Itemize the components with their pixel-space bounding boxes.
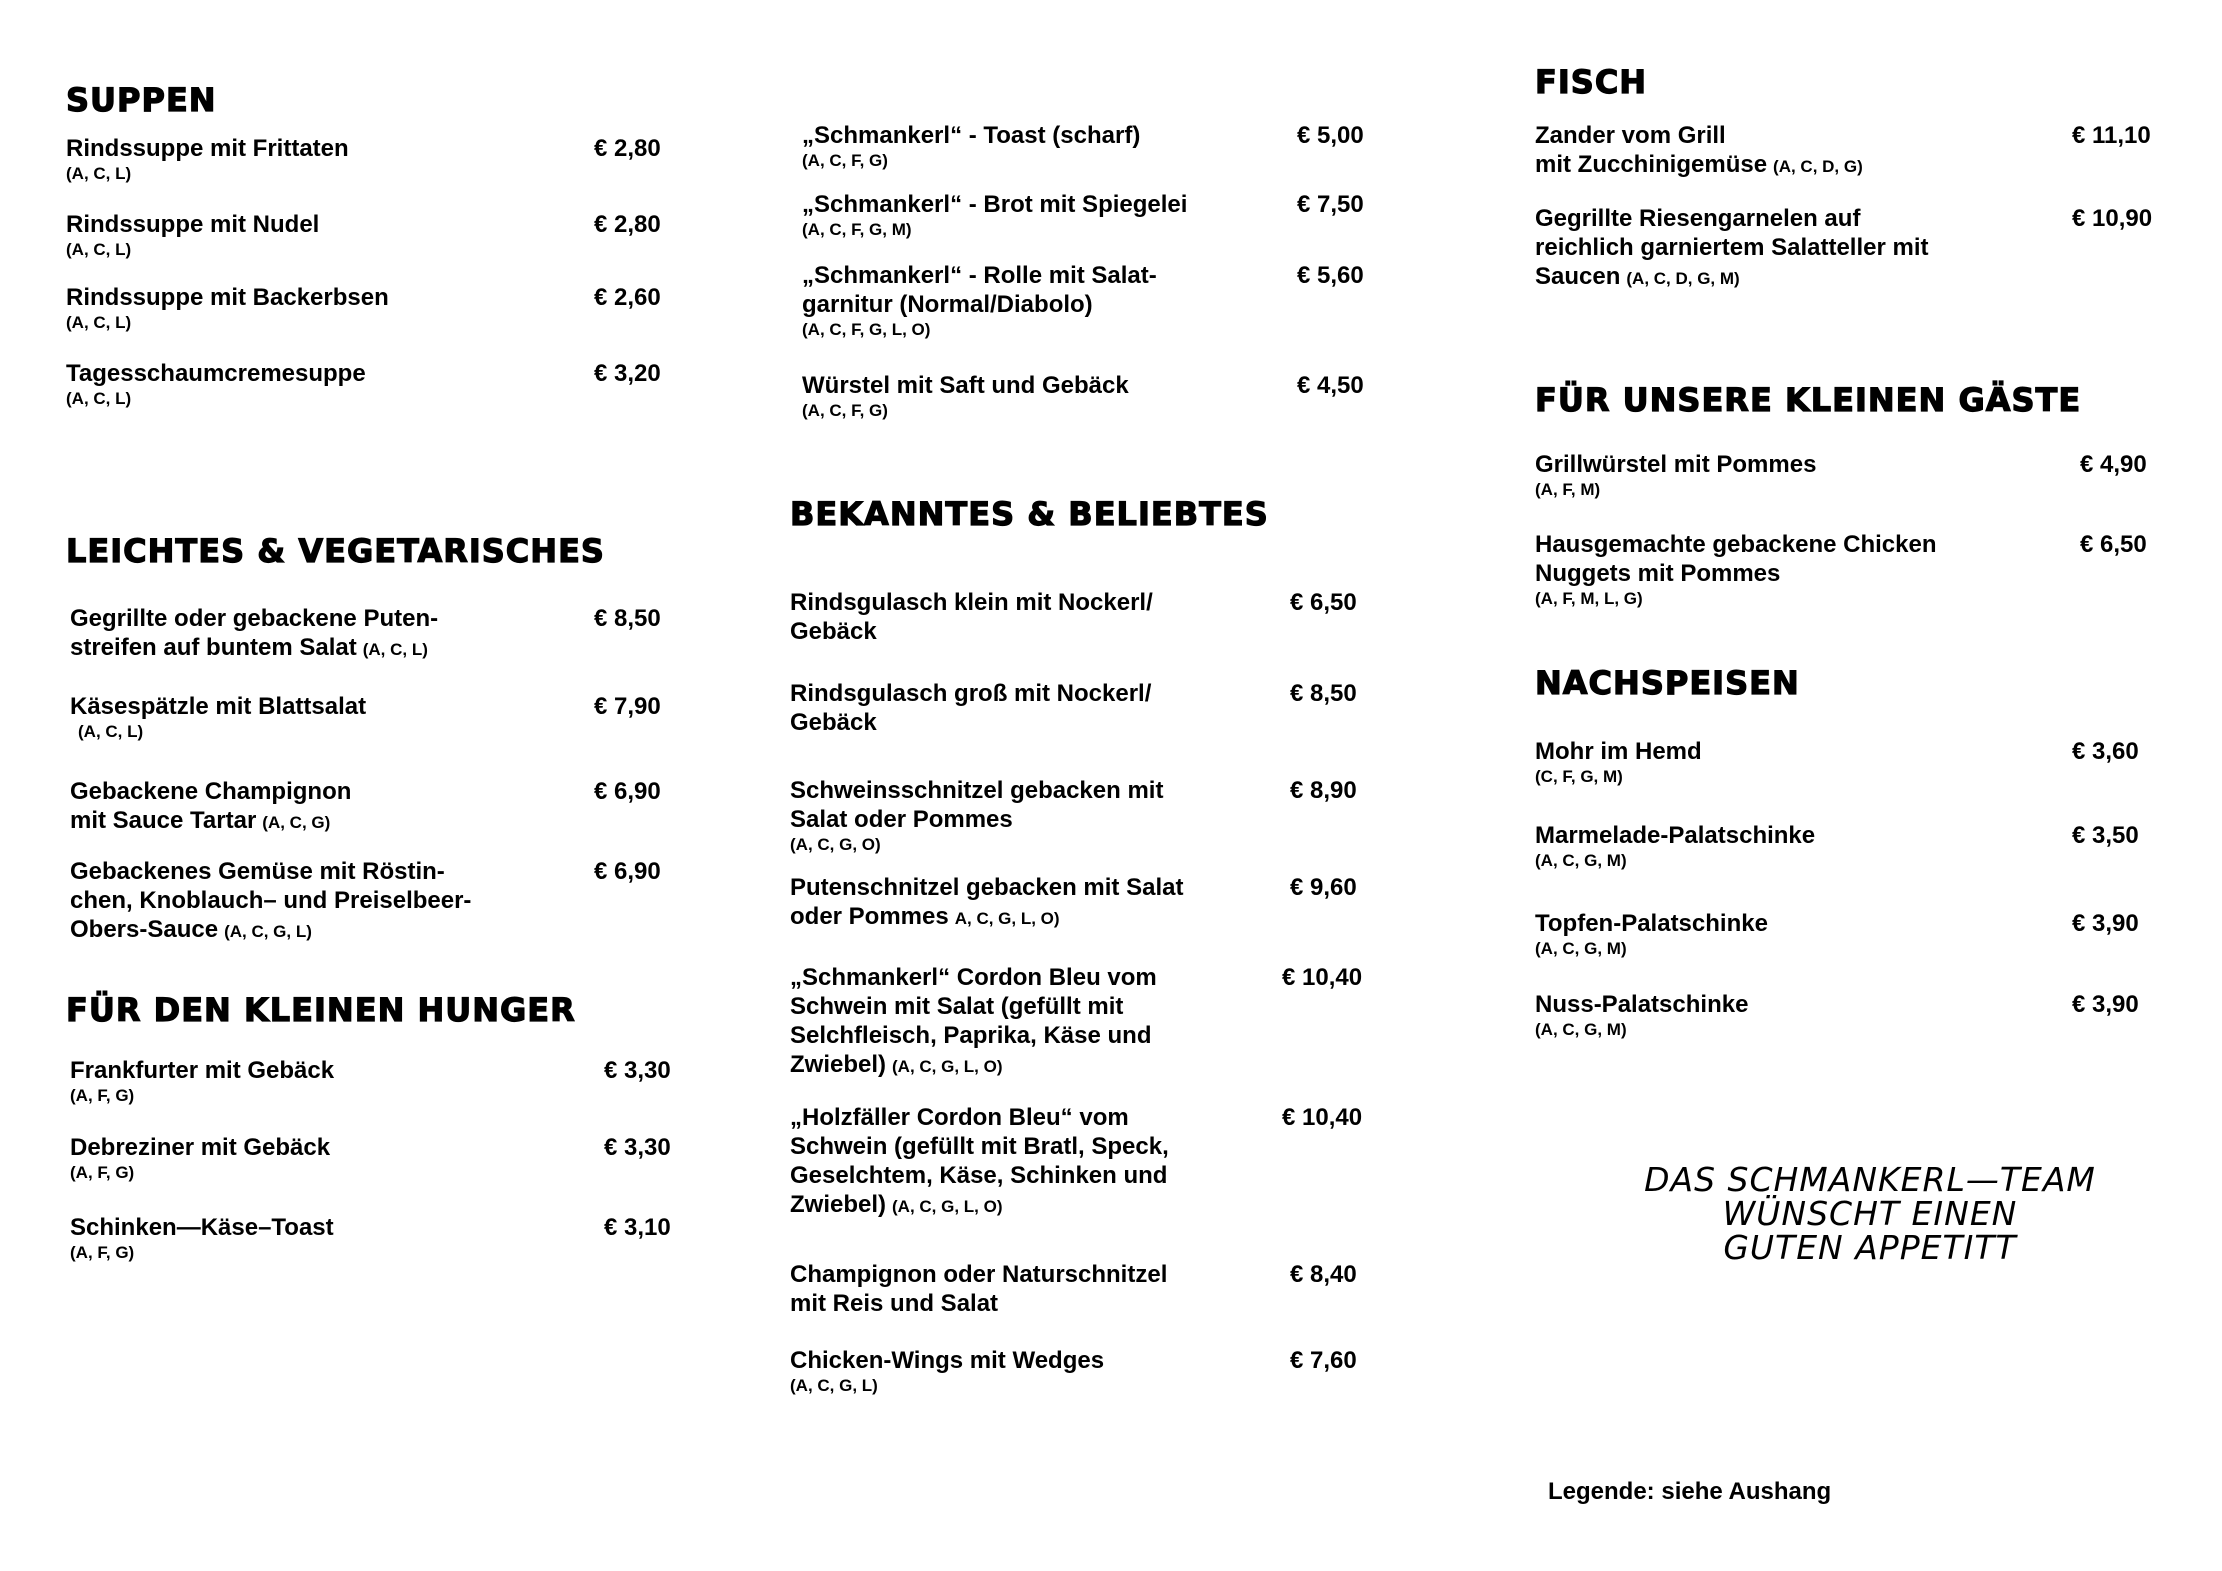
item-name: Chicken-Wings mit Wedges <box>790 1347 1105 1374</box>
menu-item <box>802 371 1390 422</box>
item-price: € 3,30 <box>604 1057 671 1084</box>
item-price: € 7,60 <box>1290 1347 1357 1374</box>
menu-item <box>1535 737 2175 788</box>
menu-item <box>66 283 696 334</box>
item-price: € 9,60 <box>1290 874 1357 901</box>
item-name: Nuss-Palatschinke <box>1535 991 1749 1018</box>
section-fisch <box>1535 63 2175 101</box>
menu-item <box>70 604 696 664</box>
legend-note: Legende: siehe Aushang <box>1548 1478 1832 1505</box>
item-price: € 6,50 <box>1290 589 1357 616</box>
menu-item <box>70 857 696 946</box>
item-allergens: (A, C, F, G, M) <box>802 220 912 239</box>
section-title-nachspeisen: NACHSPEISEN <box>1535 664 1800 702</box>
item-price: € 3,90 <box>2072 910 2139 937</box>
item-allergens: (A, C, G, L, O) <box>892 1197 1003 1216</box>
section-kleiner-hunger <box>66 991 696 1029</box>
item-name: „Schmankerl“ - Toast (scharf) <box>802 122 1141 149</box>
item-price: € 5,60 <box>1297 262 1364 289</box>
item-price: € 3,50 <box>2072 822 2139 849</box>
menu-item <box>70 692 696 743</box>
item-name: Rindsgulasch klein mit Nockerl/ Gebäck <box>790 589 1153 645</box>
item-allergens: A, C, G, L, O) <box>954 909 1060 928</box>
item-allergens: (A, C, L) <box>66 313 132 332</box>
item-name: Marmelade-Palatschinke <box>1535 822 1816 849</box>
item-price: € 8,40 <box>1290 1261 1357 1288</box>
item-allergens: (A, C, D, G) <box>1773 157 1863 176</box>
item-name: Hausgemachte gebackene Chicken Nuggets mit Pommes <box>1535 531 1937 587</box>
item-allergens: (A, C, L) <box>66 389 132 408</box>
item-name: „Schmankerl“ - Rolle mit Salat- garnitur (Normal/Diabolo) <box>802 262 1157 318</box>
item-allergens: (A, C, G, M) <box>1535 851 1627 870</box>
item-price: € 3,30 <box>604 1134 671 1161</box>
item-name-text: Gebackenes Gemüse mit Röstin- chen, Knoblauch– und Preiselbeer- Obers-Sauce <box>70 858 472 943</box>
item-name: Debreziner mit Gebäck <box>70 1134 331 1161</box>
item-price: € 3,60 <box>2072 738 2139 765</box>
item-allergens: (A, C, D, G, M) <box>1626 269 1740 288</box>
item-name: Grillwürstel mit Pommes <box>1535 451 1817 478</box>
item-price: € 3,20 <box>594 360 661 387</box>
item-price: € 10,40 <box>1282 1104 1363 1131</box>
menu-item <box>1535 909 2175 960</box>
item-allergens: (A, C, F, G) <box>802 401 888 420</box>
section-title-kleine-gaeste: FÜR UNSERE KLEINEN GÄSTE <box>1535 381 2082 419</box>
item-price: € 4,50 <box>1297 372 1364 399</box>
item-name: Champignon oder Naturschnitzel mit Reis und Salat <box>790 1261 1168 1317</box>
item-allergens: (A, F, G) <box>70 1243 135 1262</box>
item-price: € 6,90 <box>594 858 661 885</box>
menu-item <box>70 1133 696 1184</box>
menu-item <box>790 776 1390 856</box>
menu-item <box>1535 530 2175 610</box>
menu-item <box>66 134 696 185</box>
item-name: „Schmankerl“ - Brot mit Spiegelei <box>802 191 1188 218</box>
item-allergens: (A, C, G, L) <box>224 922 312 941</box>
menu-item <box>66 359 696 410</box>
item-allergens: (A, C, F, G, L, O) <box>802 320 931 339</box>
item-name: Rindssuppe mit Backerbsen <box>66 284 389 311</box>
item-name: Schweinsschnitzel gebacken mit Salat oder Pommes <box>790 777 1164 833</box>
item-name: Tagesschaumcremesuppe <box>66 360 366 387</box>
menu-item <box>790 963 1390 1081</box>
item-price: € 5,00 <box>1297 122 1364 149</box>
menu-item <box>66 210 696 261</box>
menu-item <box>802 261 1390 341</box>
item-name: Rindsgulasch groß mit Nockerl/ Gebäck <box>790 680 1152 736</box>
item-name-text: Zander vom Grill mit Zucchinigemüse <box>1535 122 1768 178</box>
menu-item <box>1535 990 2175 1041</box>
item-allergens: (A, C, F, G) <box>802 151 888 170</box>
item-price: € 11,10 <box>2072 122 2151 149</box>
section-nachspeisen <box>1535 664 2175 702</box>
item-price: € 6,90 <box>594 778 661 805</box>
item-name: Frankfurter mit Gebäck <box>70 1057 335 1084</box>
section-title-suppen: SUPPEN <box>66 81 217 119</box>
item-price: € 8,50 <box>594 605 661 632</box>
menu-item <box>1535 821 2175 872</box>
item-name-text: „Holzfäller Cordon Bleu“ vom Schwein (gefüllt mit Bratl, Speck, Geselchtem, Käse, Schinken und Zwiebel) <box>790 1104 1169 1218</box>
menu-item <box>802 121 1390 172</box>
item-name-text: Putenschnitzel gebacken mit Salat oder Pommes <box>790 874 1184 930</box>
item-name: Rindssuppe mit Nudel <box>66 211 320 238</box>
menu-item <box>70 1213 696 1264</box>
menu-item <box>790 1346 1390 1397</box>
item-name: Schinken—Käse–Toast <box>70 1214 334 1241</box>
menu-item <box>790 588 1390 646</box>
item-price: € 2,60 <box>594 284 661 311</box>
section-title-fisch: FISCH <box>1535 63 1648 101</box>
item-price: € 10,40 <box>1282 964 1363 991</box>
item-price: € 2,80 <box>594 135 661 162</box>
menu-item <box>790 1103 1390 1221</box>
item-allergens: (A, C, G) <box>262 813 331 832</box>
item-allergens: (A, C, G, O) <box>790 835 881 854</box>
item-name-text: Gebackene Champignon mit Sauce Tartar <box>70 778 352 834</box>
item-name: Topfen-Palatschinke <box>1535 910 1768 937</box>
item-price: € 3,90 <box>2072 991 2139 1018</box>
item-allergens: (A, F, G) <box>70 1163 135 1182</box>
menu-item <box>1535 204 2175 293</box>
menu-item <box>1535 450 2175 501</box>
item-name: Rindssuppe mit Frittaten <box>66 135 349 162</box>
item-name-text: Gegrillte oder gebackene Puten- streifen auf buntem Salat <box>70 605 439 661</box>
item-allergens: (A, C, L) <box>66 164 132 183</box>
item-name: Mohr im Hemd <box>1535 738 1702 765</box>
item-allergens: (A, F, G) <box>70 1086 135 1105</box>
menu-item <box>790 1260 1390 1318</box>
item-allergens: (A, C, L) <box>362 640 428 659</box>
item-name: Käsespätzle mit Blattsalat <box>70 693 367 720</box>
item-allergens: (A, C, G, M) <box>1535 1020 1627 1039</box>
menu-item <box>802 190 1390 241</box>
item-allergens: (A, C, G, M) <box>1535 939 1627 958</box>
item-price: € 8,90 <box>1290 777 1357 804</box>
item-price: € 2,80 <box>594 211 661 238</box>
section-title-leichtes: LEICHTES & VEGETARISCHES <box>66 532 605 570</box>
section-kleine-gaeste <box>1535 381 2175 419</box>
item-allergens: (A, C, L) <box>78 722 144 741</box>
item-price: € 4,90 <box>2080 451 2147 478</box>
item-allergens: (A, C, L) <box>66 240 132 259</box>
item-allergens: (C, F, G, M) <box>1535 767 1623 786</box>
item-allergens: (A, C, G, L) <box>790 1376 878 1395</box>
menu-item <box>70 1056 696 1107</box>
item-price: € 7,90 <box>594 693 661 720</box>
closing-message: DAS SCHMANKERL—TEAM WÜNSCHT EINEN GUTEN APPETITT <box>1644 1160 2096 1267</box>
item-allergens: (A, F, M, L, G) <box>1535 589 1643 608</box>
section-title-kleiner-hunger: FÜR DEN KLEINEN HUNGER <box>66 991 576 1029</box>
menu-item <box>790 873 1390 933</box>
item-name-text: „Schmankerl“ Cordon Bleu vom Schwein mit Salat (gefüllt mit Selchfleisch, Paprika, Käse und Zwiebel) <box>790 964 1157 1078</box>
item-price: € 3,10 <box>604 1214 671 1241</box>
section-leichtes <box>66 532 696 570</box>
section-title-bekanntes: BEKANNTES & BELIEBTES <box>790 495 1269 533</box>
item-price: € 6,50 <box>2080 531 2147 558</box>
item-price: € 8,50 <box>1290 680 1357 707</box>
item-name: Würstel mit Saft und Gebäck <box>802 372 1129 399</box>
menu-item <box>70 777 696 837</box>
item-price: € 7,50 <box>1297 191 1364 218</box>
item-price: € 10,90 <box>2072 205 2153 232</box>
section-suppen <box>66 81 696 119</box>
item-name-text: Gegrillte Riesengarnelen auf reichlich garniertem Salatteller mit Saucen <box>1535 205 1929 290</box>
item-allergens: (A, C, G, L, O) <box>892 1057 1003 1076</box>
section-bekanntes <box>790 495 1390 533</box>
menu-item <box>790 679 1390 737</box>
item-allergens: (A, F, M) <box>1535 480 1601 499</box>
menu-item <box>1535 121 2175 181</box>
